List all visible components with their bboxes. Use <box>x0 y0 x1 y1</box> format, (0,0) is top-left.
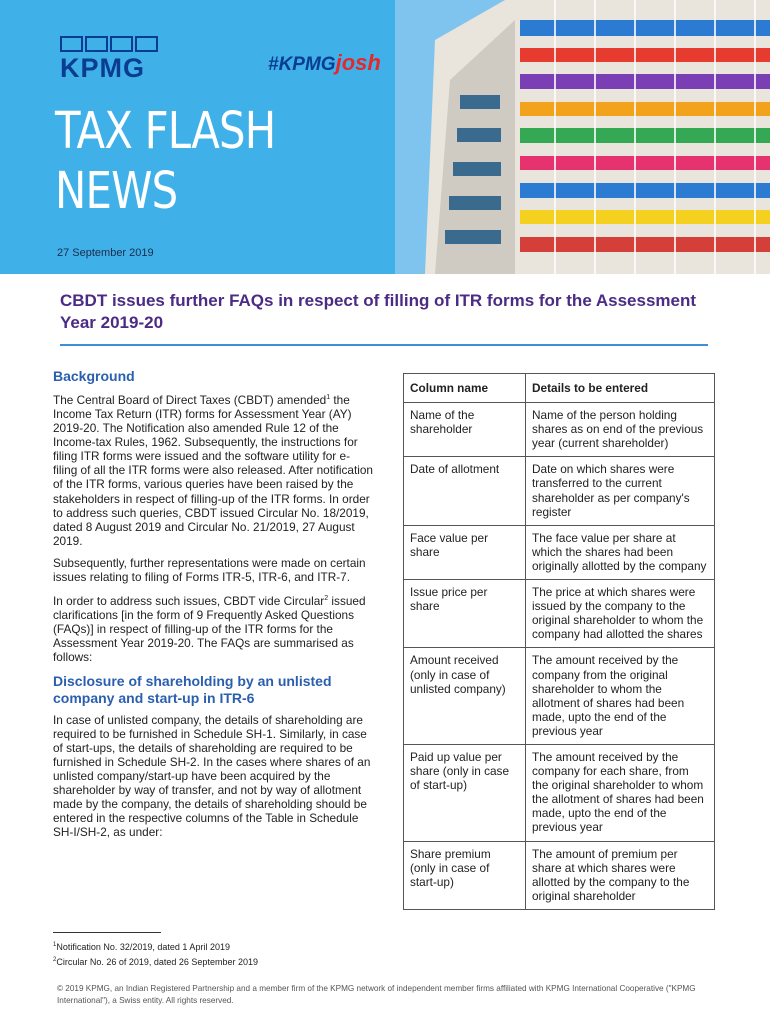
shareholding-table <box>403 373 715 910</box>
background-paragraph-3: In order to address such issues, CBDT vide Circular$^2$ issued clarifications [in the form of 9 Frequently Asked Questions (FAQs)] in respect of filling-up of the ITR forms for the Assessment Year 2019-20. The FAQs are summarised as follows: <box>53 594 366 665</box>
table-row <box>404 580 715 648</box>
footnote-2: $^2$Circular No. 26 of 2019, dated 26 September 2019 <box>53 957 258 967</box>
table-cell: Paid up value per share (only in case of start-up) <box>404 744 526 841</box>
table-row <box>404 744 715 841</box>
kpmg-logo-text: KPMG <box>60 53 145 83</box>
issue-date: 27 September 2019 <box>57 247 154 259</box>
table-header-cell: Column name <box>404 374 526 403</box>
kpmg-logo-boxes <box>60 36 160 52</box>
disclosure-paragraph: In case of unlisted company, the details of shareholding are required to be furnished in Schedule SH-1. Similarly, in case of start-ups, the details of shareholding are required to be furnished in Schedule SH-2. In the cases where shares of an unlisted company/start-up have been acquired by the shareholder by way of transfer, and not by way of allotment made by the company, the details of shareholding should be entered in the respective columns of the Table in Schedule SH-I/SH-2, as under: <box>53 712 371 840</box>
table-cell: Date of allotment <box>404 457 526 525</box>
kpmg-logo <box>60 36 160 82</box>
table-cell: The amount received by the company from the original shareholder to whom the allotment of shares had been made, upto the end of the previous year <box>526 648 715 745</box>
copyright-notice: © 2019 KPMG, an Indian Registered Partnership and a member firm of the KPMG network of independent member firms affiliated with KPMG International Cooperative ("KPMG International"), a Swiss entity. All rights reserved. <box>57 984 696 1005</box>
masthead-title <box>55 102 275 222</box>
disclosure-heading: Disclosure of shareholding by an unlisted company and start-up in ITR-6 <box>53 672 332 706</box>
table-cell: Name of the person holding shares as on end of the previous year (current shareholder) <box>526 403 715 457</box>
table-cell: Date on which shares were transferred to the current shareholder as per company's register <box>526 457 715 525</box>
header-banner <box>0 0 770 274</box>
table-cell: Share premium (only in case of start-up) <box>404 841 526 909</box>
table-cell: Amount received (only in case of unlisted company) <box>404 648 526 745</box>
kpmg-josh-hashtag: #KPMGjosh <box>268 50 381 75</box>
table-cell: Face value per share <box>404 525 526 579</box>
footnote-divider <box>53 932 161 933</box>
document-title: CBDT issues further FAQs in respect of filling of ITR forms for the Assessment Year 2019-20 <box>60 291 697 332</box>
background-heading: Background <box>53 368 135 384</box>
table-cell: Issue price per share <box>404 580 526 648</box>
footnotes <box>53 932 373 969</box>
table-cell: Name of the shareholder <box>404 403 526 457</box>
building-illustration <box>395 0 770 274</box>
table-header-cell: Details to be entered <box>526 374 715 403</box>
background-paragraph-2: Subsequently, further representations were made on certain issues relating to filing of Forms ITR-5, ITR-6, and ITR-7. <box>53 555 366 585</box>
table-cell: The amount of premium per share at which shares were allotted by the company to the original shareholder <box>526 841 715 909</box>
title-divider <box>60 344 708 346</box>
footnote-ref-1: 1 <box>326 394 331 401</box>
table-row <box>404 403 715 457</box>
table-row <box>404 648 715 745</box>
table-row <box>404 457 715 525</box>
table-row <box>404 525 715 579</box>
table-cell: The price at which shares were issued by the company to the original shareholder to whom the company had allotted the shares <box>526 580 715 648</box>
footnote-1: $^1$Notification No. 32/2019, dated 1 April 2019 <box>53 942 230 952</box>
table-cell: The face value per share at which the shares had been originally allotted by the company <box>526 525 715 579</box>
background-paragraph-1: The Central Board of Direct Taxes (CBDT) amended$^1$ the Income Tax Return (ITR) forms for Assessment Year (AY) 2019-20. The Notification also amended Rule 12 of the Income-tax Rules, 1962. Subsequently, the instructions for filing ITR forms were issued and the software utility for e-filing of all the ITR forms were also released. After notification of the ITR forms, various queries have been raised by the stakeholders in respect of filling-up of the ITR forms. In order to address such queries, CBDT issued Circular No. 18/2019, dated 8 August 2019 and Circular No. 21/2019, 27 August 2019. <box>53 392 373 548</box>
footnote-ref-2: 2 <box>324 595 329 603</box>
table-row <box>404 841 715 909</box>
left-column <box>53 368 373 847</box>
table-header-row <box>404 374 715 403</box>
table-cell: The amount received by the company for each share, from the original shareholder to whom the allotment of shares had been made, upto the end of the previous year <box>526 744 715 841</box>
masthead-line-2: NEWS <box>55 162 178 221</box>
masthead-line-1: TAX FLASH <box>55 102 276 161</box>
